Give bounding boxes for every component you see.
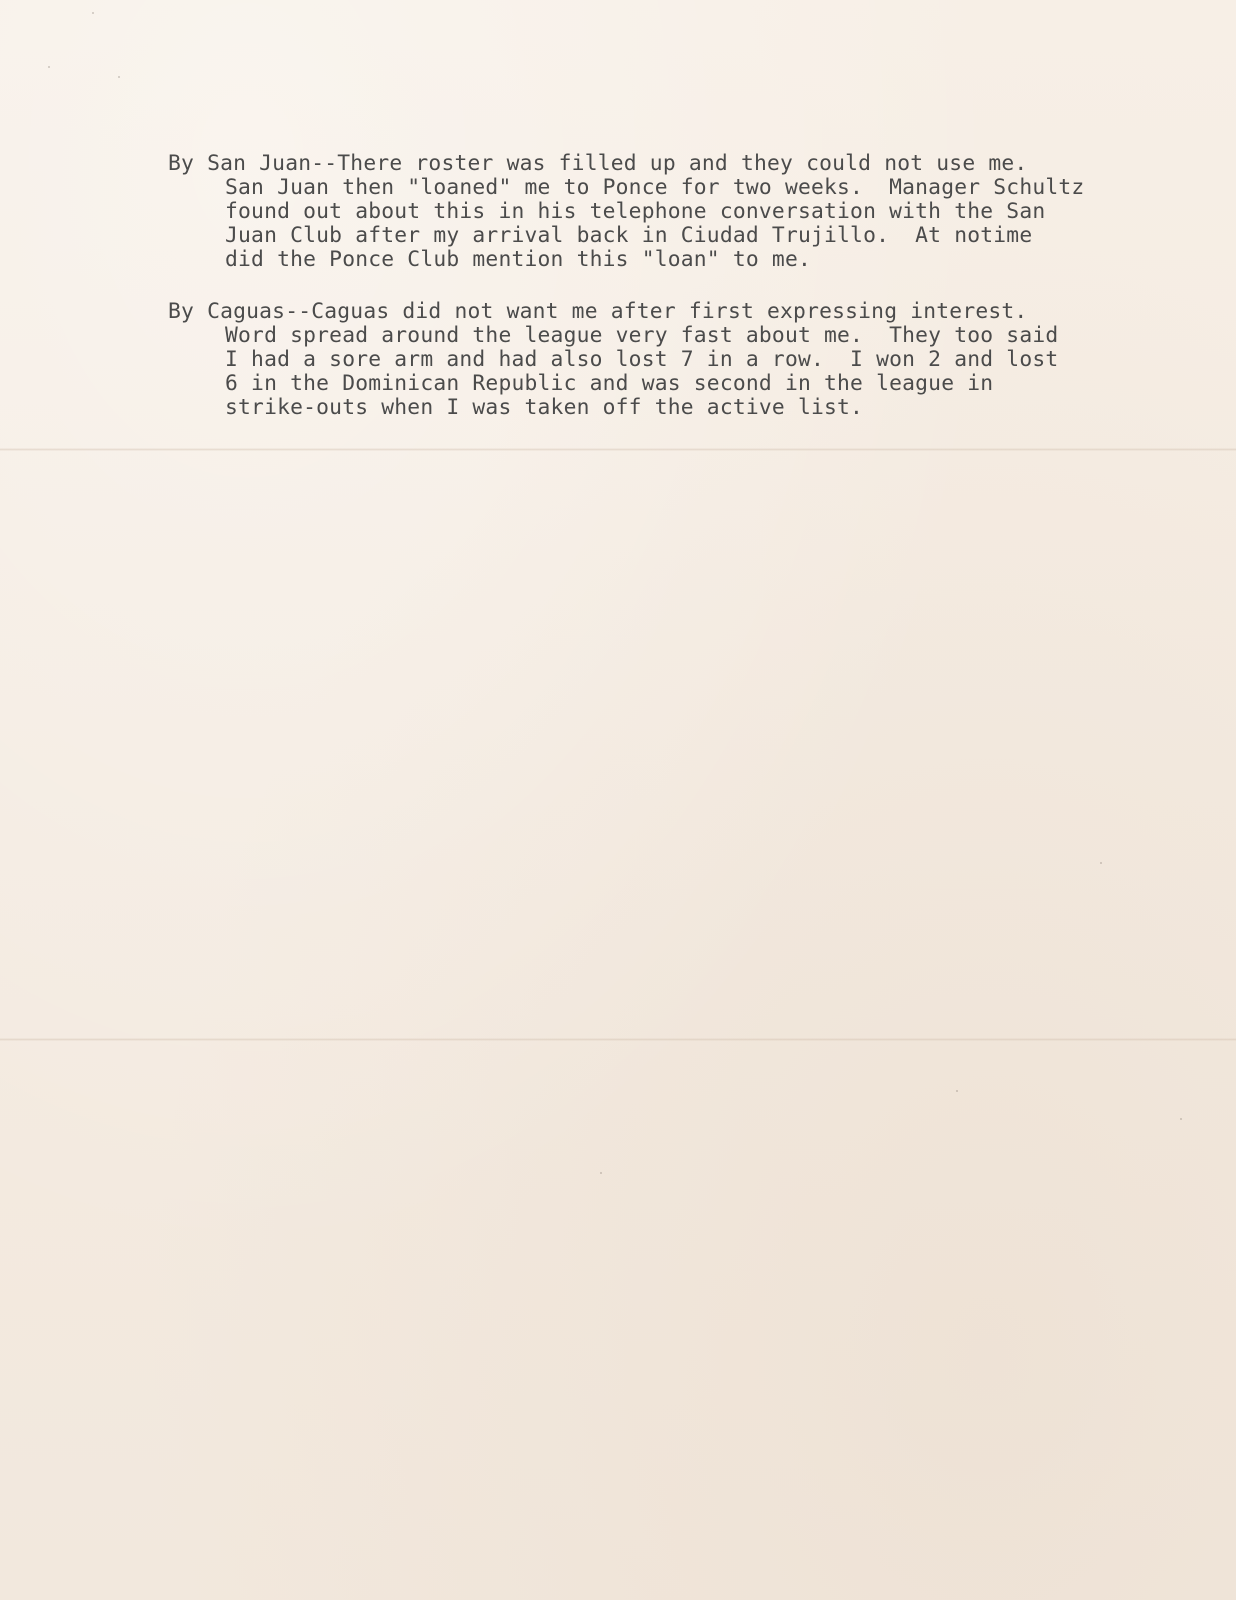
text-line: Word spread around the league very fast about me. They too said <box>225 323 1059 348</box>
paper-speck <box>1180 1118 1182 1120</box>
text-line: By San Juan--There roster was filled up and they could not use me. <box>168 151 1028 176</box>
text-line: Juan Club after my arrival back in Ciudad Trujillo. At notime <box>225 223 1033 248</box>
paper-fold-upper <box>0 448 1236 451</box>
paper-speck <box>48 66 50 68</box>
text-line: found out about this in his telephone conversation with the San <box>225 199 1046 224</box>
text-line: strike-outs when I was taken off the active list. <box>225 395 864 420</box>
paragraph-caguas <box>168 300 1208 420</box>
paper-fold-lower <box>0 1038 1236 1041</box>
paper-speck <box>956 1090 958 1092</box>
paper-speck <box>118 76 120 78</box>
text-line: 6 in the Dominican Republic and was second in the league in <box>225 371 994 396</box>
text-line: By Caguas--Caguas did not want me after first expressing interest. <box>168 299 1028 324</box>
paragraph-san-juan <box>168 152 1208 272</box>
text-line: I had a sore arm and had also lost 7 in a row. I won 2 and lost <box>225 347 1059 372</box>
paper-speck <box>600 1172 602 1174</box>
paper-speck <box>1100 862 1102 864</box>
text-line: San Juan then "loaned" me to Ponce for two weeks. Manager Schultz <box>225 175 1085 200</box>
paper-speck <box>92 12 94 14</box>
text-line: did the Ponce Club mention this "loan" to me. <box>225 247 811 272</box>
